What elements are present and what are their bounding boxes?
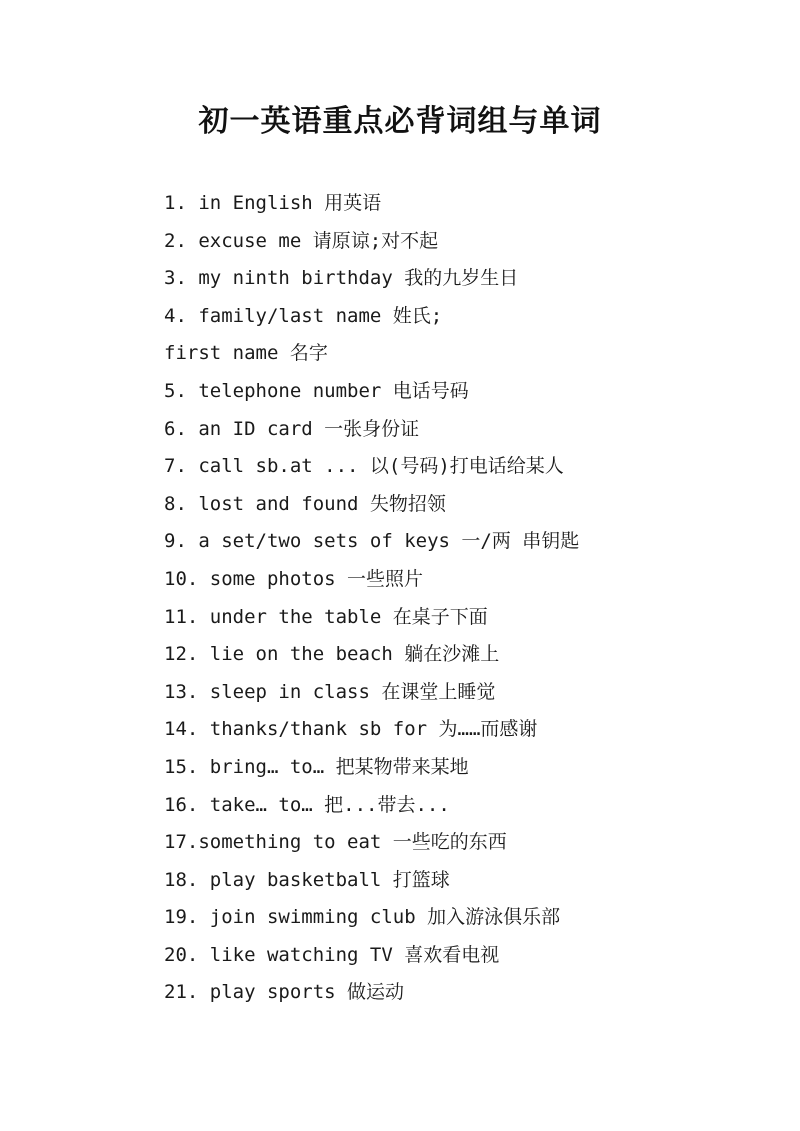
list-item: 21. play sports 做运动 <box>164 981 405 1004</box>
list-item: 16. take… to… 把...带去... <box>164 793 450 816</box>
list-item: 3. my ninth birthday 我的九岁生日 <box>164 267 519 290</box>
list-item: 13. sleep in class 在课堂上睡觉 <box>164 680 496 703</box>
list-item: 10. some photos 一些照片 <box>164 567 424 590</box>
page-title: 初一英语重点必背词组与单词 <box>198 104 602 139</box>
list-item: 9. a set/two sets of keys 一/两 串钥匙 <box>164 530 580 553</box>
list-item: 19. join swimming club 加入游泳俱乐部 <box>164 906 561 929</box>
list-item: 6. an ID card 一张身份证 <box>164 417 420 440</box>
list-item: 8. lost and found 失物招领 <box>164 492 446 515</box>
list-item: 15. bring… to… 把某物带来某地 <box>164 755 469 778</box>
list-item: 2. excuse me 请原谅;对不起 <box>164 229 439 252</box>
list-item: 5. telephone number 电话号码 <box>164 379 469 402</box>
list-item: 7. call sb.at ... 以(号码)打电话给某人 <box>164 455 564 478</box>
vocabulary-list <box>164 185 579 1012</box>
list-item: first name 名字 <box>164 342 328 365</box>
list-item: 18. play basketball 打篮球 <box>164 868 450 891</box>
list-item: 17.something to eat 一些吃的东西 <box>164 831 507 854</box>
list-item: 20. like watching TV 喜欢看电视 <box>164 943 500 966</box>
list-item: 11. under the table 在桌子下面 <box>164 605 488 628</box>
list-item: 12. lie on the beach 躺在沙滩上 <box>164 643 500 666</box>
list-item: 1. in English 用英语 <box>164 192 382 214</box>
list-item: 4. family/last name 姓氏; <box>164 304 443 327</box>
list-item: 14. thanks/thank sb for 为……而感谢 <box>164 718 538 741</box>
